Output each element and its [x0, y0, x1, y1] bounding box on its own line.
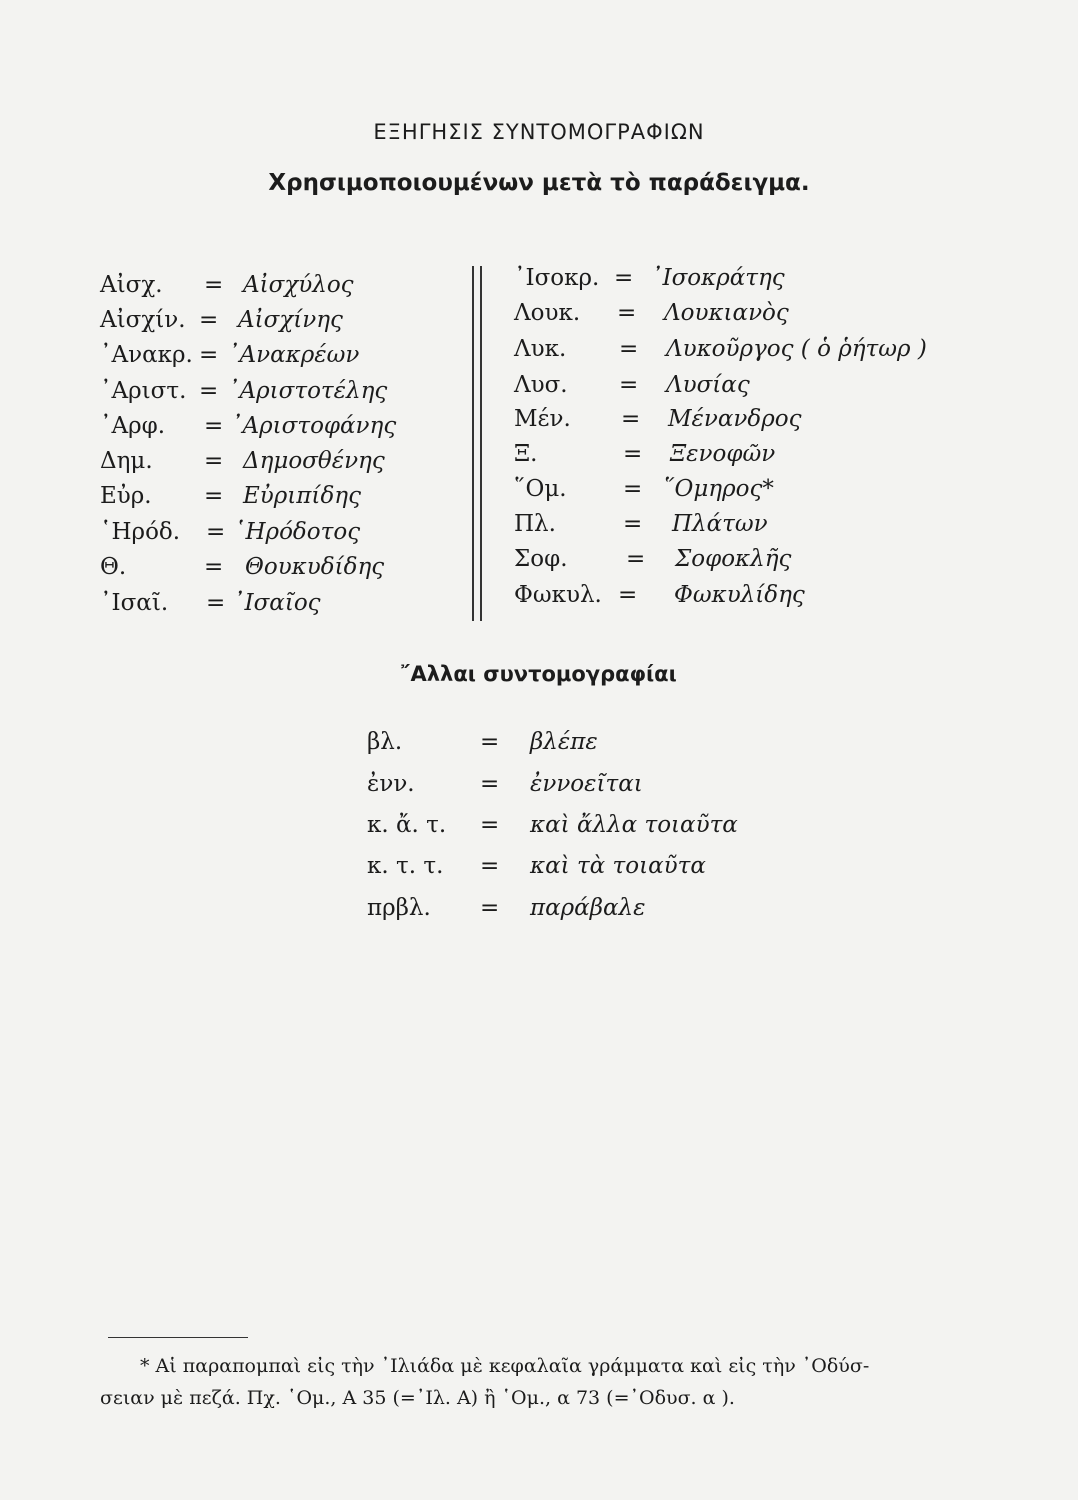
equals-sign: = — [204, 272, 224, 298]
full-name: ᾿Ισοκράτης — [651, 265, 785, 291]
abbreviation: Πλ. — [514, 511, 556, 537]
full-name: Σοφοκλῆς — [675, 546, 792, 572]
footnote-line-1: * Αἱ παραπομπαὶ εἰς τὴν ᾿Ιλιάδα μὲ κεφαλαῖα γράμματα καὶ εἰς τὴν ᾿Οδύσ- — [140, 1355, 870, 1377]
abbreviation: Μέν. — [514, 406, 571, 432]
equals-sign: = — [206, 519, 226, 545]
full-name: ᾿Ισαῖος — [233, 590, 321, 616]
equals-sign: = — [623, 476, 643, 502]
full-name: Μένανδρος — [668, 406, 802, 432]
full-name: Φωκυλίδης — [674, 582, 805, 608]
equals-sign: = — [618, 582, 638, 608]
full-name: ᾿Αριστοφάνης — [231, 413, 397, 439]
abbreviation: Ξ. — [514, 441, 538, 467]
abbreviation: Λυκ. — [514, 336, 567, 362]
full-name: Λυσίας — [666, 372, 750, 398]
equals-sign: = — [199, 378, 219, 404]
full-name: ἐννοεῖται — [530, 771, 643, 797]
full-name: Αἰσχίνης — [238, 307, 343, 333]
full-name: βλέπε — [530, 729, 598, 755]
full-name: Δημοσθένης — [243, 448, 385, 474]
equals-sign: = — [480, 771, 500, 797]
equals-sign: = — [206, 590, 226, 616]
abbreviation: βλ. — [367, 729, 403, 755]
abbreviation: Αἰσχίν. — [100, 307, 186, 333]
full-name: καὶ ἄλλα τοιαῦτα — [530, 812, 738, 838]
equals-sign: = — [623, 511, 643, 537]
abbreviation: πρβλ. — [367, 895, 431, 921]
full-name: Ξενοφῶν — [670, 441, 776, 467]
equals-sign: = — [199, 342, 219, 368]
abbreviation: ᾿Αρφ. — [100, 413, 166, 439]
abbreviation: Σοφ. — [514, 546, 568, 572]
abbreviation: Αἰσχ. — [100, 272, 163, 298]
equals-sign: = — [204, 554, 224, 580]
abbreviation: Λουκ. — [514, 300, 581, 326]
equals-sign: = — [619, 372, 639, 398]
abbreviation: ἐνν. — [367, 771, 415, 797]
full-name: Λουκιανὸς — [664, 300, 789, 326]
equals-sign: = — [480, 853, 500, 879]
full-name: Θουκυδίδης — [245, 554, 385, 580]
page-subtitle: Χρησιμοποιουμένων μετὰ τὸ παράδειγμα. — [268, 170, 810, 196]
equals-sign: = — [621, 406, 641, 432]
abbreviation: ῾Ηρόδ. — [100, 519, 181, 545]
full-name: καὶ τὰ τοιαῦτα — [530, 853, 706, 879]
equals-sign: = — [204, 413, 224, 439]
equals-sign: = — [480, 729, 500, 755]
equals-sign: = — [626, 546, 646, 572]
abbreviation: Εὐρ. — [100, 483, 152, 509]
section-title: ῎Αλλαι συντομογραφίαι — [400, 662, 677, 686]
full-name: ῞Ομηρος* — [663, 476, 774, 502]
abbreviation: ᾿Ισοκρ. — [514, 265, 600, 291]
footnote-rule — [108, 1337, 248, 1338]
abbreviation: ᾿Αριστ. — [100, 378, 187, 404]
abbreviation: κ. τ. τ. — [367, 853, 444, 879]
equals-sign: = — [204, 448, 224, 474]
equals-sign: = — [617, 300, 637, 326]
full-name: παράβαλε — [530, 895, 646, 921]
abbreviation: ῞Ομ. — [514, 476, 567, 502]
equals-sign: = — [199, 307, 219, 333]
abbreviation: ᾿Ανακρ. — [100, 342, 193, 368]
equals-sign: = — [619, 336, 639, 362]
column-divider — [472, 266, 482, 621]
abbreviation: Φωκυλ. — [514, 582, 602, 608]
equals-sign: = — [614, 265, 634, 291]
full-name: ᾿Ανακρέων — [228, 342, 360, 368]
equals-sign: = — [480, 812, 500, 838]
abbreviation: Λυσ. — [514, 372, 568, 398]
full-name: Πλάτων — [672, 511, 768, 537]
abbreviation: Δημ. — [100, 448, 153, 474]
equals-sign: = — [623, 441, 643, 467]
full-name: ᾿Αριστοτέλης — [228, 378, 388, 404]
footnote — [100, 1350, 980, 1414]
full-name: Εὐριπίδης — [243, 483, 361, 509]
page-title: ΕΞΗΓΗΣΙΣ ΣΥΝΤΟΜΟΓΡΑΦΙΩΝ — [373, 120, 705, 144]
full-name: Αἰσχύλος — [243, 272, 354, 298]
abbreviation: κ. ἄ. τ. — [367, 812, 447, 838]
equals-sign: = — [204, 483, 224, 509]
full-name: Λυκοῦργος ( ὁ ῥήτωρ ) — [666, 336, 927, 362]
footnote-line-2: σειαν μὲ πεζά. Πχ. ῾Ομ., Α 35 (=᾿Ιλ. Α) ἢ ῾Ομ., α 73 (=᾿Οδυσ. α ). — [100, 1387, 735, 1409]
abbreviation: Θ. — [100, 554, 127, 580]
abbreviation: ᾿Ισαῖ. — [100, 590, 169, 616]
full-name: ῾Ηρόδοτος — [234, 519, 361, 545]
equals-sign: = — [480, 895, 500, 921]
